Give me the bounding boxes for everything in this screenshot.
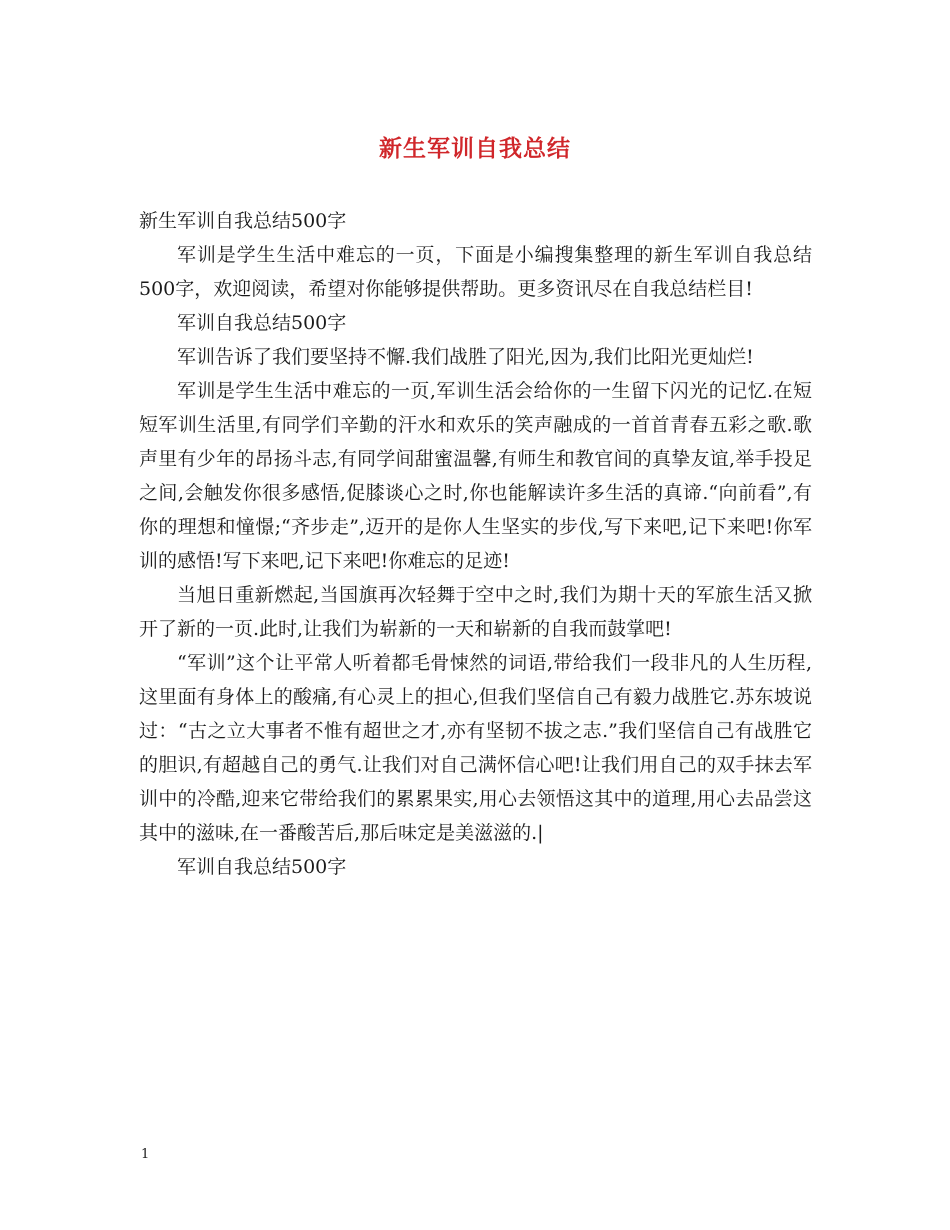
- document-body: [139, 204, 812, 884]
- paragraph-intro: 军训是学生生活中难忘的一页，下面是小编搜集整理的新生军训自我总结500字，欢迎阅读，希望对你能够提供帮助。更多资讯尽在自我总结栏目!: [139, 244, 812, 300]
- paragraph-heading: 军训自我总结500字: [177, 856, 347, 878]
- page-number: 1: [141, 1147, 150, 1162]
- paragraph-subtitle: 新生军训自我总结500字: [139, 210, 347, 232]
- paragraph-heading: 军训自我总结500字: [177, 312, 347, 334]
- paragraph: 军训告诉了我们要坚持不懈.我们战胜了阳光,因为,我们比阳光更灿烂!: [177, 346, 754, 368]
- document-title: 新生军训自我总结: [379, 135, 571, 162]
- paragraph: 当旭日重新燃起,当国旗再次轻舞于空中之时,我们为期十天的军旅生活又掀开了新的一页.此时,让我们为崭新的一天和崭新的自我而鼓掌吧!: [139, 584, 812, 640]
- paragraph: 军训是学生生活中难忘的一页,军训生活会给你的一生留下闪光的记忆.在短短军训生活里,有同学们辛勤的汗水和欢乐的笑声融成的一首首青春五彩之歌.歌声里有少年的昂扬斗志,有同学间甜蜜温馨,有师生和教官间的真挚友谊,举手投足之间,会触发你很多感悟,促膝谈心之时,你也能解读许多生活的真谛.“向前看”,有你的理想和憧憬;“齐步走”,迈开的是你人生坚实的步伐,写下来吧,记下来吧!你军训的感悟!写下来吧,记下来吧!你难忘的足迹!: [139, 380, 812, 572]
- paragraph: “军训”这个让平常人听着都毛骨悚然的词语,带给我们一段非凡的人生历程,这里面有身体上的酸痛,有心灵上的担心,但我们坚信自己有毅力战胜它.苏东坡说过：“古之立大事者不惟有超世之才,亦有坚韧不拔之志.”我们坚信自己有战胜它的胆识,有超越自己的勇气.让我们对自己满怀信心吧!让我们用自己的双手抹去军训中的冷酷,迎来它带给我们的累累果实,用心去领悟这其中的道理,用心去品尝这其中的滋味,在一番酸苦后,那后味定是美滋滋的.|: [139, 652, 812, 844]
